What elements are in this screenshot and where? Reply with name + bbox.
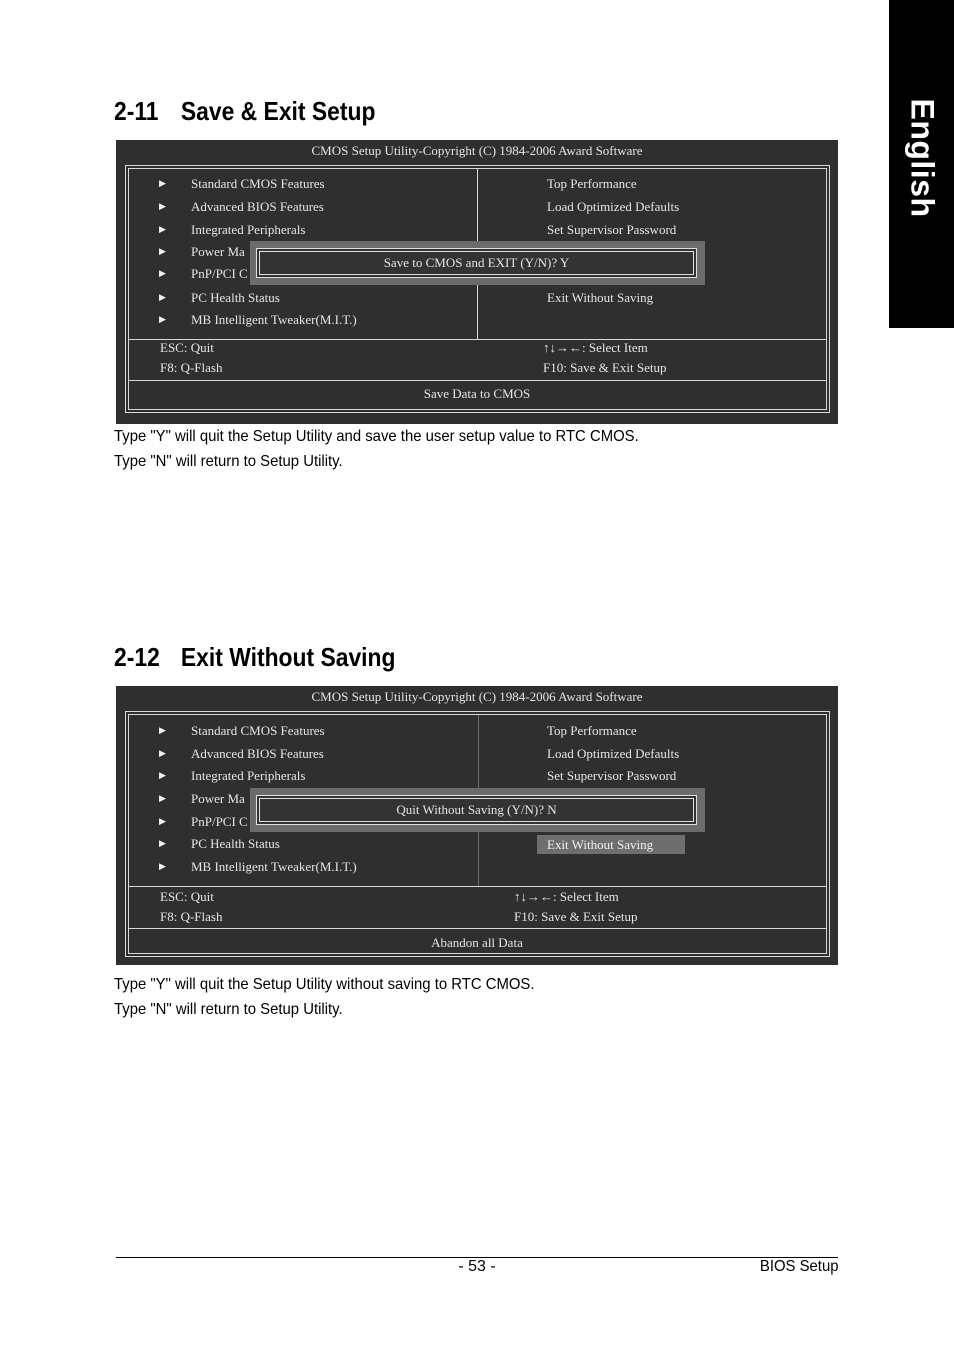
submenu-arrow-icon: ▶ [159,793,166,803]
bios-header: CMOS Setup Utility-Copyright (C) 1984-2006 Award Software [311,143,643,158]
menu-item-exit-without-saving[interactable]: Exit Without Saving [547,290,654,305]
section-number: 2-12 [114,642,160,672]
menu-item-standard-cmos[interactable]: Standard CMOS Features [191,723,325,738]
description-line: Type "Y" will quit the Setup Utility without saving to RTC CMOS. [114,976,535,993]
key-hint-f10: F10: Save & Exit Setup [543,360,667,375]
description-line: Type "N" will return to Setup Utility. [114,453,343,470]
menu-item-supervisor-password[interactable]: Set Supervisor Password [547,768,677,783]
key-hint-f8: F8: Q-Flash [160,360,223,375]
bios-header: CMOS Setup Utility-Copyright (C) 1984-2006 Award Software [311,689,643,704]
language-tab [889,0,954,328]
submenu-arrow-icon: ▶ [159,748,166,758]
section-title-save-exit [114,96,375,127]
confirm-dialog[interactable] [250,788,705,832]
divider-keys-status [129,928,826,929]
menu-item-integrated-peripherals[interactable]: Integrated Peripherals [191,768,306,783]
menu-item-pc-health[interactable]: PC Health Status [191,836,280,851]
page-number: - 53 - [458,1258,496,1275]
footer-chapter-label: BIOS Setup [759,1258,838,1275]
divider-menu-keys [129,886,826,887]
menu-item-power-management[interactable]: Power Ma [191,791,245,806]
section-number: 2-11 [114,96,159,126]
key-hint-select: ↑↓→←: Select Item [543,340,648,355]
description-line: Type "Y" will quit the Setup Utility and save the user setup value to RTC CMOS. [114,428,639,445]
section-title-exit-without-saving [114,642,396,673]
key-hint-esc: ESC: Quit [160,889,214,904]
key-hint-select: ↑↓→←: Select Item [514,889,619,904]
description-line: Type "N" will return to Setup Utility. [114,1001,343,1018]
submenu-arrow-icon: ▶ [159,770,166,780]
menu-item-integrated-peripherals[interactable]: Integrated Peripherals [191,222,306,237]
section-heading: Save & Exit Setup [180,96,376,126]
menu-item-pnp-pci[interactable]: PnP/PCI C [191,814,248,829]
menu-item-pc-health[interactable]: PC Health Status [191,290,280,305]
menu-item-load-optimized[interactable]: Load Optimized Defaults [547,746,680,761]
bios-screen-save-exit [116,140,838,424]
submenu-arrow-icon: ▶ [159,268,166,278]
confirm-dialog-text: Quit Without Saving (Y/N)? N [259,798,694,822]
menu-item-mit[interactable]: MB Intelligent Tweaker(M.I.T.) [191,859,357,874]
submenu-arrow-icon: ▶ [159,314,166,324]
divider-menu-keys [129,339,826,340]
language-tab-label: English [904,98,940,218]
confirm-dialog-text: Save to CMOS and EXIT (Y/N)? Y [259,251,694,275]
submenu-arrow-icon: ▶ [159,725,166,735]
menu-item-load-optimized[interactable]: Load Optimized Defaults [547,199,680,214]
status-line: Save Data to CMOS [423,386,531,401]
status-line: Abandon all Data [431,935,523,950]
submenu-arrow-icon: ▶ [159,246,166,256]
submenu-arrow-icon: ▶ [159,861,166,871]
menu-item-mit[interactable]: MB Intelligent Tweaker(M.I.T.) [191,312,357,327]
submenu-arrow-icon: ▶ [159,292,166,302]
menu-item-power-management[interactable]: Power Ma [191,244,245,259]
key-hint-esc: ESC: Quit [160,340,214,355]
submenu-arrow-icon: ▶ [159,201,166,211]
menu-item-top-performance[interactable]: Top Performance [547,176,637,191]
bios-screen-exit-without-saving [116,686,838,965]
menu-item-supervisor-password[interactable]: Set Supervisor Password [547,222,677,237]
submenu-arrow-icon: ▶ [159,224,166,234]
submenu-arrow-icon: ▶ [159,178,166,188]
submenu-arrow-icon: ▶ [159,838,166,848]
menu-item-standard-cmos[interactable]: Standard CMOS Features [191,176,325,191]
menu-item-advanced-bios[interactable]: Advanced BIOS Features [191,746,324,761]
menu-item-pnp-pci[interactable]: PnP/PCI C [191,266,248,281]
submenu-arrow-icon: ▶ [159,816,166,826]
key-hint-f10: F10: Save & Exit Setup [514,909,638,924]
menu-item-exit-without-saving-selected[interactable]: Exit Without Saving [537,835,685,854]
menu-item-top-performance[interactable]: Top Performance [547,723,637,738]
section-heading: Exit Without Saving [180,642,396,672]
divider-keys-status [129,380,826,381]
confirm-dialog[interactable] [250,241,705,285]
key-hint-f8: F8: Q-Flash [160,909,223,924]
menu-item-advanced-bios[interactable]: Advanced BIOS Features [191,199,324,214]
